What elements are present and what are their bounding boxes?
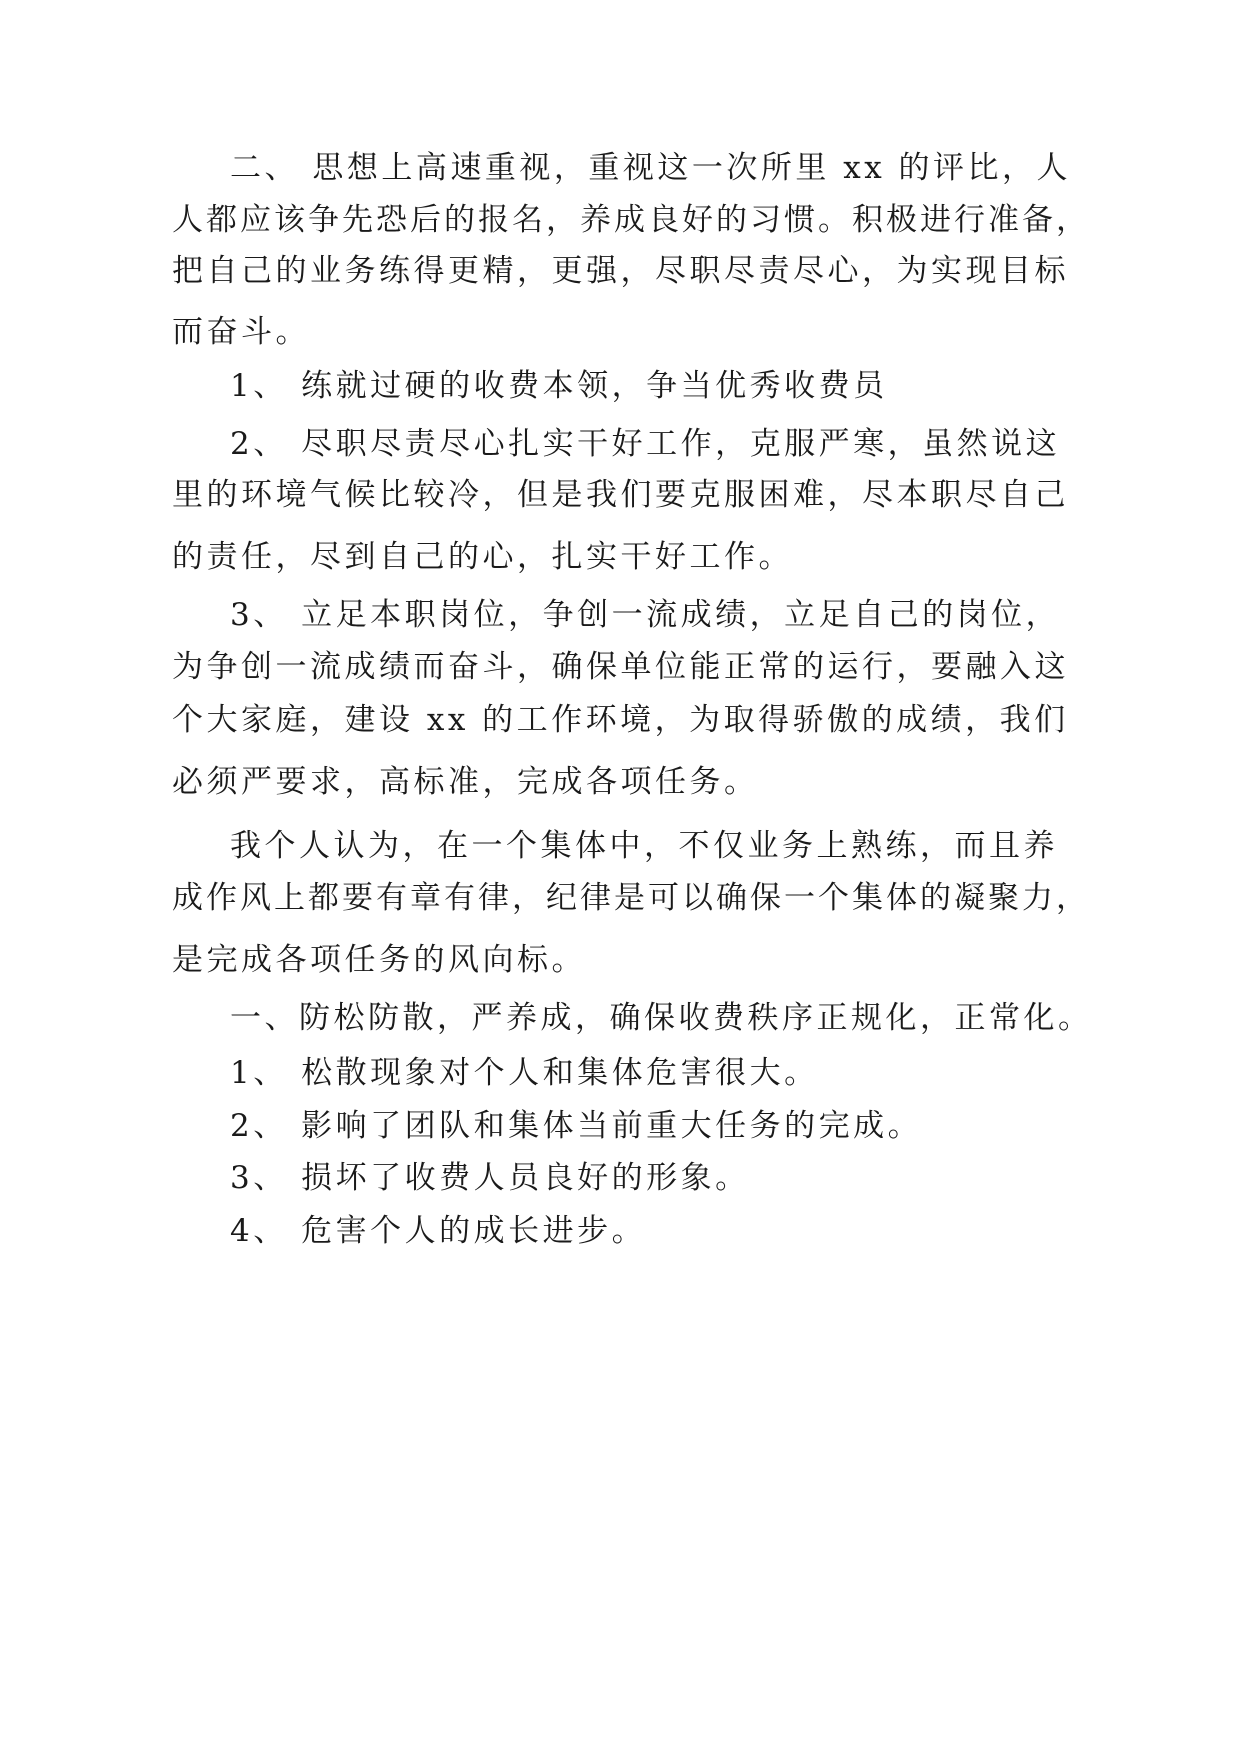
text-line-14: 成作风上都要有章有律，纪律是可以确保一个集体的凝聚力， (172, 880, 1090, 916)
text-line-01: 二、 思想上高速重视，重视这一次所里 xx 的评比，人 (230, 150, 1072, 186)
text-line-17: 1、 松散现象对个人和集体危害很大。 (230, 1055, 819, 1091)
text-line-12: 必须严要求，高标准，完成各项任务。 (172, 764, 759, 800)
text-line-02: 人都应该争先恐后的报名，养成良好的习惯。积极进行准备， (172, 202, 1090, 238)
text-line-18: 2、 影响了团队和集体当前重大任务的完成。 (230, 1108, 923, 1144)
text-line-07: 里的环境气候比较冷，但是我们要克服困难，尽本职尽自己 (172, 477, 1069, 513)
text-line-10: 为争创一流成绩而奋斗，确保单位能正常的运行，要融入这 (172, 649, 1069, 685)
text-line-16: 一、防松防散，严养成，确保收费秩序正规化，正常化。 (230, 1000, 1093, 1036)
text-line-11: 个大家庭，建设 xx 的工作环境，为取得骄傲的成绩，我们 (172, 702, 1069, 738)
text-line-08: 的责任，尽到自己的心，扎实干好工作。 (172, 539, 793, 575)
text-line-13: 我个人认为，在一个集体中，不仅业务上熟练，而且养 (230, 828, 1058, 864)
text-line-15: 是完成各项任务的风向标。 (172, 942, 586, 978)
text-line-19: 3、 损坏了收费人员良好的形象。 (230, 1160, 750, 1196)
text-line-04: 而奋斗。 (172, 314, 310, 350)
text-line-06: 2、 尽职尽责尽心扎实干好工作，克服严寒，虽然说这 (230, 426, 1061, 462)
text-line-09: 3、 立足本职岗位，争创一流成绩，立足自己的岗位， (230, 597, 1061, 633)
text-line-03: 把自己的业务练得更精，更强，尽职尽责尽心，为实现目标 (172, 253, 1069, 289)
text-line-20: 4、 危害个人的成长进步。 (230, 1213, 647, 1249)
text-line-05: 1、 练就过硬的收费本领，争当优秀收费员 (230, 368, 888, 404)
